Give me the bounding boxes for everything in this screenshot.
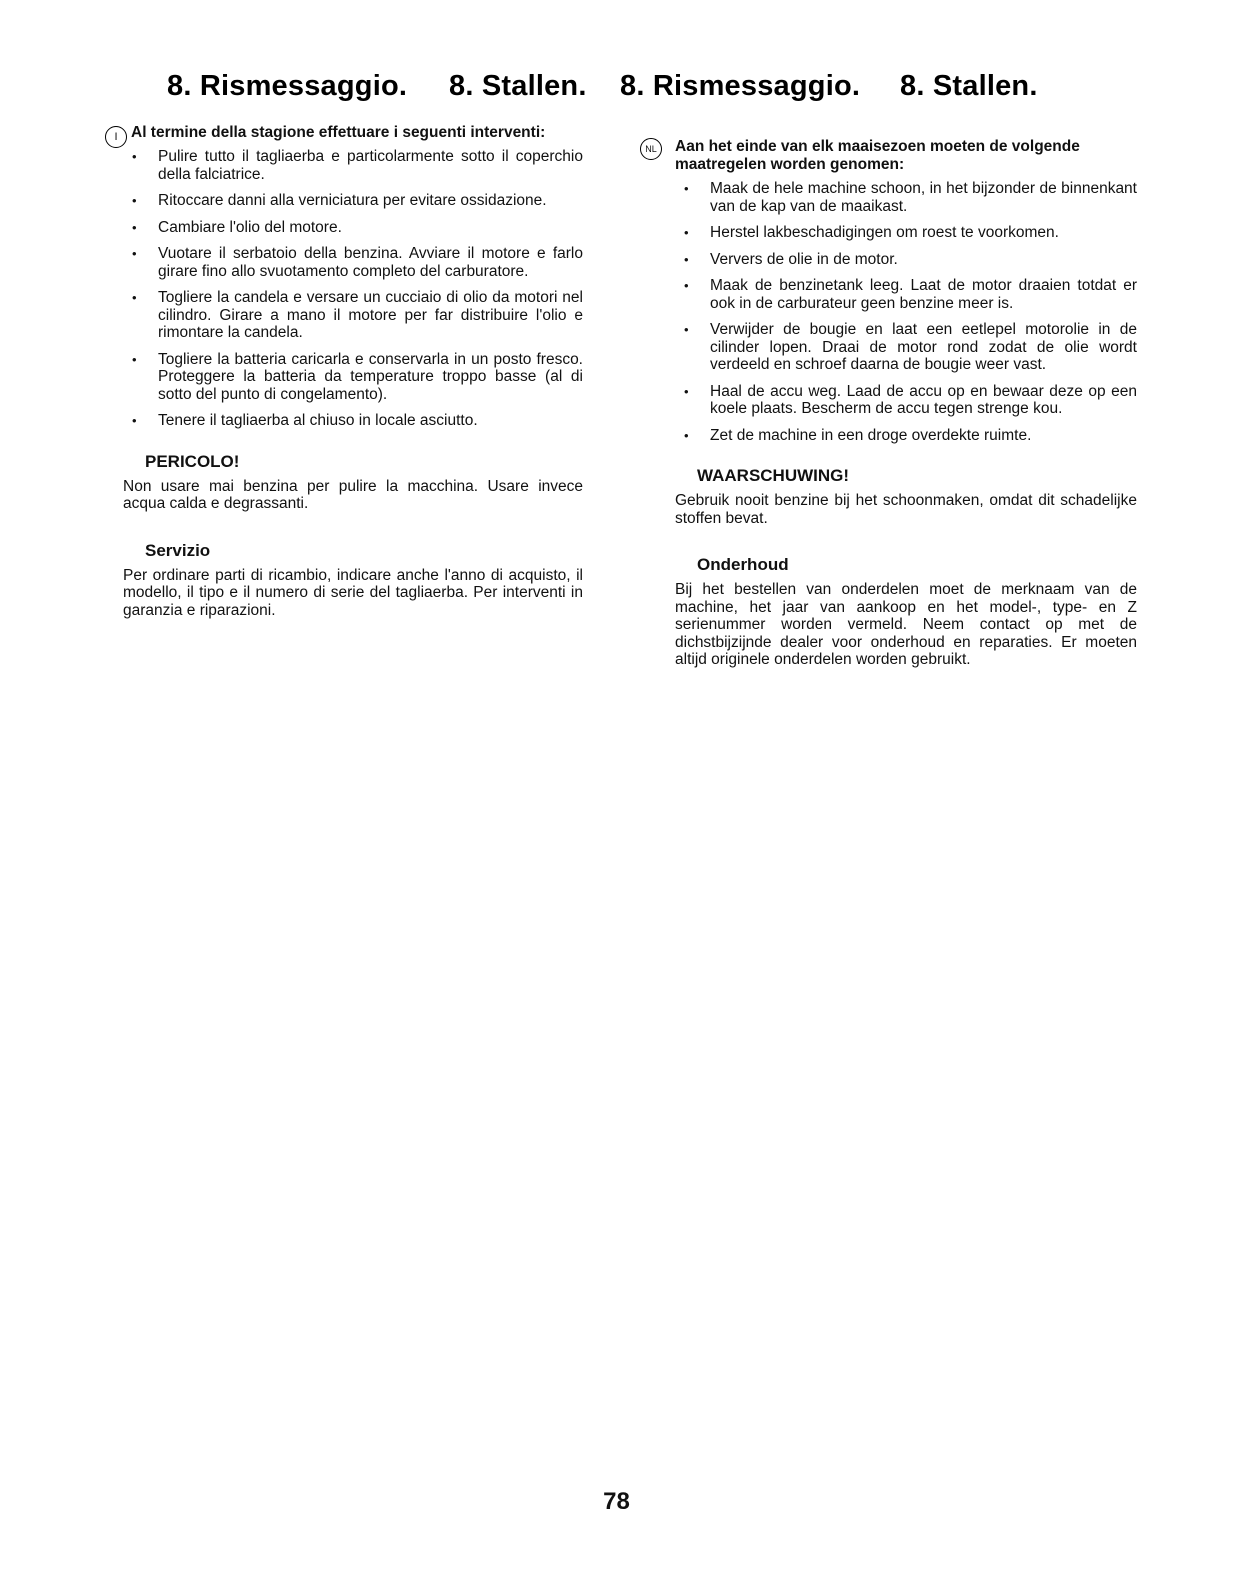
language-italian-icon: I	[105, 126, 127, 148]
list-item: • Herstel lakbeschadigingen om roest te voorkomen.	[684, 224, 1059, 241]
italian-service-text: Per ordinare parti di ricambio, indicare anche l'anno di acquisto, il modello, il tipo e il numero di serie del tagliaerba. Per interventi in garanzia e riparazioni.	[123, 566, 583, 619]
dutch-intro: Aan het einde van elk maaisezoen moeten de volgende maatregelen worden genomen:	[675, 138, 1080, 173]
bullet-icon: •	[132, 290, 137, 305]
header-title-it-1: 8. Rismessaggio.	[167, 70, 408, 102]
bullet-icon: •	[132, 193, 137, 208]
dutch-steps-list	[675, 180, 1137, 444]
list-item: • Pulire tutto il tagliaerba e particolarmente sotto il coperchio della falciatrice.	[132, 148, 583, 183]
bullet-icon: •	[684, 322, 689, 337]
bullet-icon: •	[684, 251, 689, 267]
bullet-icon: •	[132, 413, 137, 428]
italian-warning-title: PERICOLO!	[145, 451, 240, 471]
bullet-icon: •	[684, 278, 689, 293]
list-item: • Maak de hele machine schoon, in het bijzonder de binnenkant van de kap van de maaikast.	[684, 180, 1137, 215]
list-item: • Zet de machine in een droge overdekte ruimte.	[684, 426, 1032, 444]
italian-column	[114, 124, 583, 619]
italian-steps-list	[123, 148, 583, 430]
italian-warning-text: Non usare mai benzina per pulire la macchina. Usare invece acqua calda e degrassanti.	[123, 477, 583, 512]
list-item: • Tenere il tagliaerba al chiuso in locale asciutto.	[132, 412, 478, 429]
list-item: • Vuotare il serbatoio della benzina. Avviare il motore e farlo girare fino allo svuotamento completo del carburatore.	[132, 245, 583, 280]
list-item: • Maak de benzinetank leeg. Laat de motor draaien totdat er ook in de carburateur geen benzine meer is.	[684, 277, 1137, 312]
language-dutch-icon: NL	[640, 138, 662, 160]
italian-intro: Al termine della stagione effettuare i seguenti interventi:	[131, 124, 546, 141]
bullet-icon: •	[684, 383, 689, 399]
list-item: • Cambiare l'olio del motore.	[132, 218, 342, 236]
bullet-icon: •	[132, 351, 137, 367]
bullet-icon: •	[684, 181, 689, 196]
italian-service-title: Servizio	[145, 540, 211, 560]
header-title-nl-2: 8. Stallen.	[900, 70, 1038, 102]
bullet-icon: •	[684, 225, 689, 240]
bullet-icon: •	[684, 427, 689, 443]
header-title-nl-1: 8. Stallen.	[449, 70, 587, 102]
list-item: • Ververs de olie in de motor.	[684, 250, 898, 268]
list-item: • Togliere la candela e versare un cucciaio di olio da motori nel cilindro. Girare a mano il motore per far distribuire l'olio e rimontare la candela.	[132, 289, 583, 341]
dutch-warning-text: Gebruik nooit benzine bij het schoonmaken, omdat dit schadelijke stoffen bevat.	[675, 492, 1137, 527]
list-item: • Haal de accu weg. Laad de accu op en bewaar deze op een koele plaats. Bescherm de accu tegen strenge kou.	[684, 382, 1137, 417]
page-number: 78	[603, 1488, 630, 1515]
dutch-service-text: Bij het bestellen van onderdelen moet de merknaam van de machine, het jaar van aankoop en het model-, type- en Z serienummer worden vermeld. Neem contact op met de dichstbijzijnde dealer voor onderhoud en reparaties. Er moeten altijd originele onderdelen worden gebruikt.	[675, 581, 1137, 668]
list-item: • Ritoccare danni alla verniciatura per evitare ossidazione.	[132, 192, 547, 209]
list-item: • Togliere la batteria caricarla e conservarla in un posto fresco. Proteggere la batteria da temperature troppo basse (al di sotto del punto di congelamento).	[132, 350, 583, 403]
bullet-icon: •	[132, 149, 137, 164]
header-title-it-2: 8. Rismessaggio.	[620, 70, 861, 102]
dutch-warning-title: WAARSCHUWING!	[697, 466, 850, 485]
dutch-service-title: Onderhoud	[697, 555, 789, 574]
bullet-icon: •	[132, 219, 137, 235]
list-item: • Verwijder de bougie en laat een eetlepel motorolie in de cilinder lopen. Draai de motor rond zodat de olie wordt verdeeld en schroef daarna de bougie weer vast.	[684, 321, 1137, 373]
dutch-column	[645, 124, 1137, 669]
bullet-icon: •	[132, 246, 137, 261]
